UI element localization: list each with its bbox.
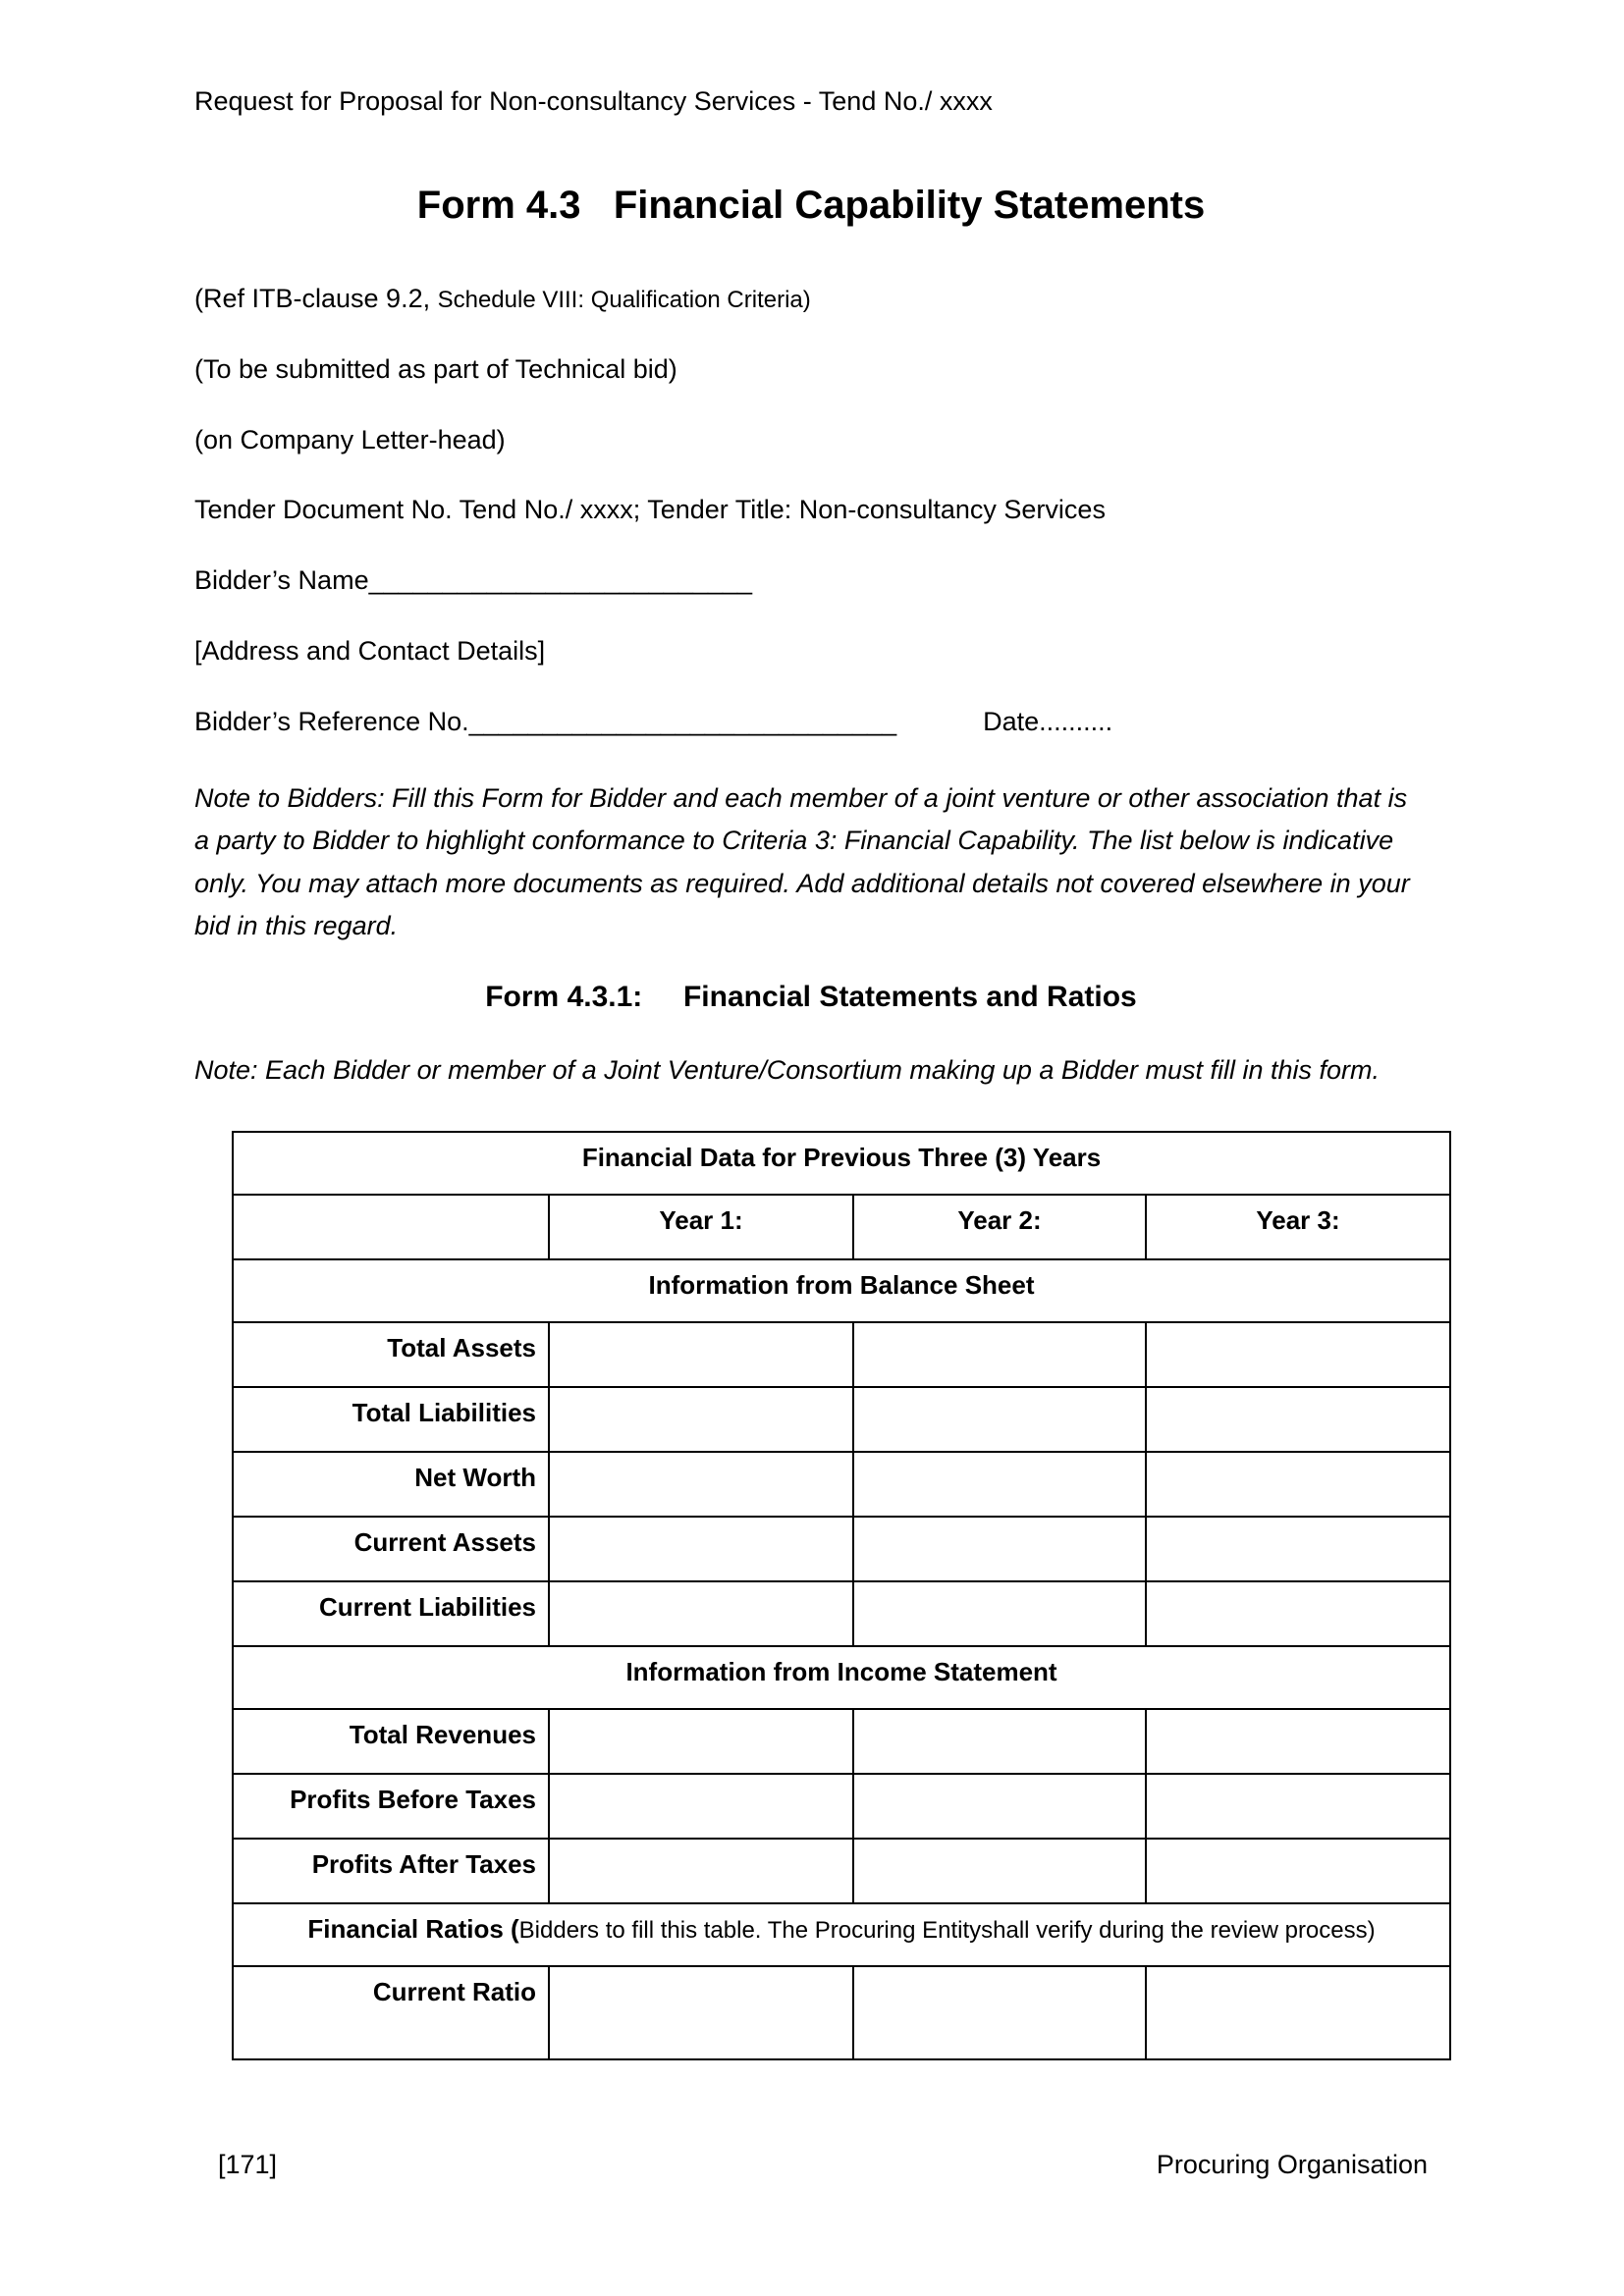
year2-cell bbox=[853, 1581, 1146, 1646]
table-row bbox=[233, 1966, 1450, 2059]
year3-cell bbox=[1146, 1517, 1450, 1581]
income-statement-section-row bbox=[233, 1646, 1450, 1709]
table-title: Financial Data for Previous Three (3) Years bbox=[233, 1132, 1450, 1195]
row-label: Current Ratio bbox=[233, 1966, 549, 2059]
year3-cell bbox=[1146, 1709, 1450, 1774]
bidder-name-line: Bidder’s Name__________________________ bbox=[194, 565, 753, 595]
table-row bbox=[233, 1581, 1450, 1646]
year1-cell bbox=[549, 1322, 853, 1387]
financial-data-table bbox=[232, 1131, 1451, 2060]
table-row bbox=[233, 1517, 1450, 1581]
financial-ratios-section-row bbox=[233, 1903, 1450, 1966]
year2-cell bbox=[853, 1966, 1146, 2059]
table-row bbox=[233, 1387, 1450, 1452]
year3-header: Year 3: bbox=[1146, 1195, 1450, 1259]
row-label: Total Liabilities bbox=[233, 1387, 549, 1452]
year1-cell bbox=[549, 1452, 853, 1517]
date-label: Date.......... bbox=[983, 706, 1113, 736]
year3-cell bbox=[1146, 1452, 1450, 1517]
year1-cell bbox=[549, 1774, 853, 1839]
page-footer bbox=[218, 2150, 1428, 2180]
year2-cell bbox=[853, 1452, 1146, 1517]
year1-cell bbox=[549, 1839, 853, 1903]
table-title-row bbox=[233, 1132, 1450, 1195]
balance-sheet-header: Information from Balance Sheet bbox=[233, 1259, 1450, 1322]
financial-ratios-header-note: Bidders to fill this table. The Procuring Entityshall verify during the review process) bbox=[518, 1917, 1376, 1944]
reference-date-line bbox=[194, 706, 1428, 739]
row-label: Profits After Taxes bbox=[233, 1839, 549, 1903]
year2-cell bbox=[853, 1517, 1146, 1581]
submission-line: (To be submitted as part of Technical bid) bbox=[194, 353, 677, 384]
year3-cell bbox=[1146, 1387, 1450, 1452]
year2-cell bbox=[853, 1774, 1146, 1839]
table-row bbox=[233, 1709, 1450, 1774]
table-row bbox=[233, 1839, 1450, 1903]
footer-organisation: Procuring Organisation bbox=[1156, 2150, 1428, 2179]
reference-line: Bidder’s Reference No._____________________________ bbox=[194, 706, 897, 736]
ref-line-small: Schedule VIII: Qualification Criteria) bbox=[437, 287, 811, 313]
row-label: Current Assets bbox=[233, 1517, 549, 1581]
year2-cell bbox=[853, 1709, 1146, 1774]
year2-cell bbox=[853, 1839, 1146, 1903]
row-label: Profits Before Taxes bbox=[233, 1774, 549, 1839]
tender-line: Tender Document No. Tend No./ xxxx; Tender Title: Non-consultancy Services bbox=[194, 495, 1106, 525]
row-label: Total Revenues bbox=[233, 1709, 549, 1774]
financial-ratios-header-bold: Financial Ratios ( bbox=[307, 1914, 519, 1944]
year1-cell bbox=[549, 1966, 853, 2059]
row-label: Current Liabilities bbox=[233, 1581, 549, 1646]
year2-cell bbox=[853, 1387, 1146, 1452]
address-line: [Address and Contact Details] bbox=[194, 635, 546, 666]
year3-cell bbox=[1146, 1581, 1450, 1646]
row-label: Net Worth bbox=[233, 1452, 549, 1517]
empty-corner-cell bbox=[233, 1195, 549, 1259]
ref-line-main: (Ref ITB-clause 9.2, bbox=[194, 284, 438, 313]
year1-cell bbox=[549, 1709, 853, 1774]
year-header-row bbox=[233, 1195, 1450, 1259]
financial-ratios-header bbox=[233, 1903, 1450, 1966]
year1-cell bbox=[549, 1581, 853, 1646]
year3-cell bbox=[1146, 1774, 1450, 1839]
year3-cell bbox=[1146, 1322, 1450, 1387]
subform-note: Note: Each Bidder or member of a Joint Venture/Consortium making up a Bidder must fill in this form. bbox=[194, 1055, 1380, 1085]
table-row bbox=[233, 1322, 1450, 1387]
form-title: Form 4.3 Financial Capability Statements bbox=[416, 184, 1206, 227]
year1-cell bbox=[549, 1387, 853, 1452]
subform-title: Form 4.3.1: Financial Statements and Ratios bbox=[485, 981, 1137, 1013]
year3-cell bbox=[1146, 1966, 1450, 2059]
year1-cell bbox=[549, 1517, 853, 1581]
year2-cell bbox=[853, 1322, 1146, 1387]
table-row bbox=[233, 1452, 1450, 1517]
year1-header: Year 1: bbox=[549, 1195, 853, 1259]
page-number: [171] bbox=[218, 2150, 278, 2179]
year2-header: Year 2: bbox=[853, 1195, 1146, 1259]
running-header: Request for Proposal for Non-consultancy Services - Tend No./ xxxx bbox=[194, 86, 993, 116]
balance-sheet-section-row bbox=[233, 1259, 1450, 1322]
table-row bbox=[233, 1774, 1450, 1839]
income-statement-header: Information from Income Statement bbox=[233, 1646, 1450, 1709]
row-label: Total Assets bbox=[233, 1322, 549, 1387]
year3-cell bbox=[1146, 1839, 1450, 1903]
note-to-bidders: Note to Bidders: Fill this Form for Bidder and each member of a joint venture or other association that is a party to Bidder to highlight conformance to Criteria 3: Financial Capability. The list below is indicative only. You may attach more documents as required. Add additional details not covered elsewhere in your bid in this regard. bbox=[194, 783, 1410, 940]
ref-line bbox=[194, 283, 1428, 316]
letterhead-line: (on Company Letter-head) bbox=[194, 424, 506, 454]
